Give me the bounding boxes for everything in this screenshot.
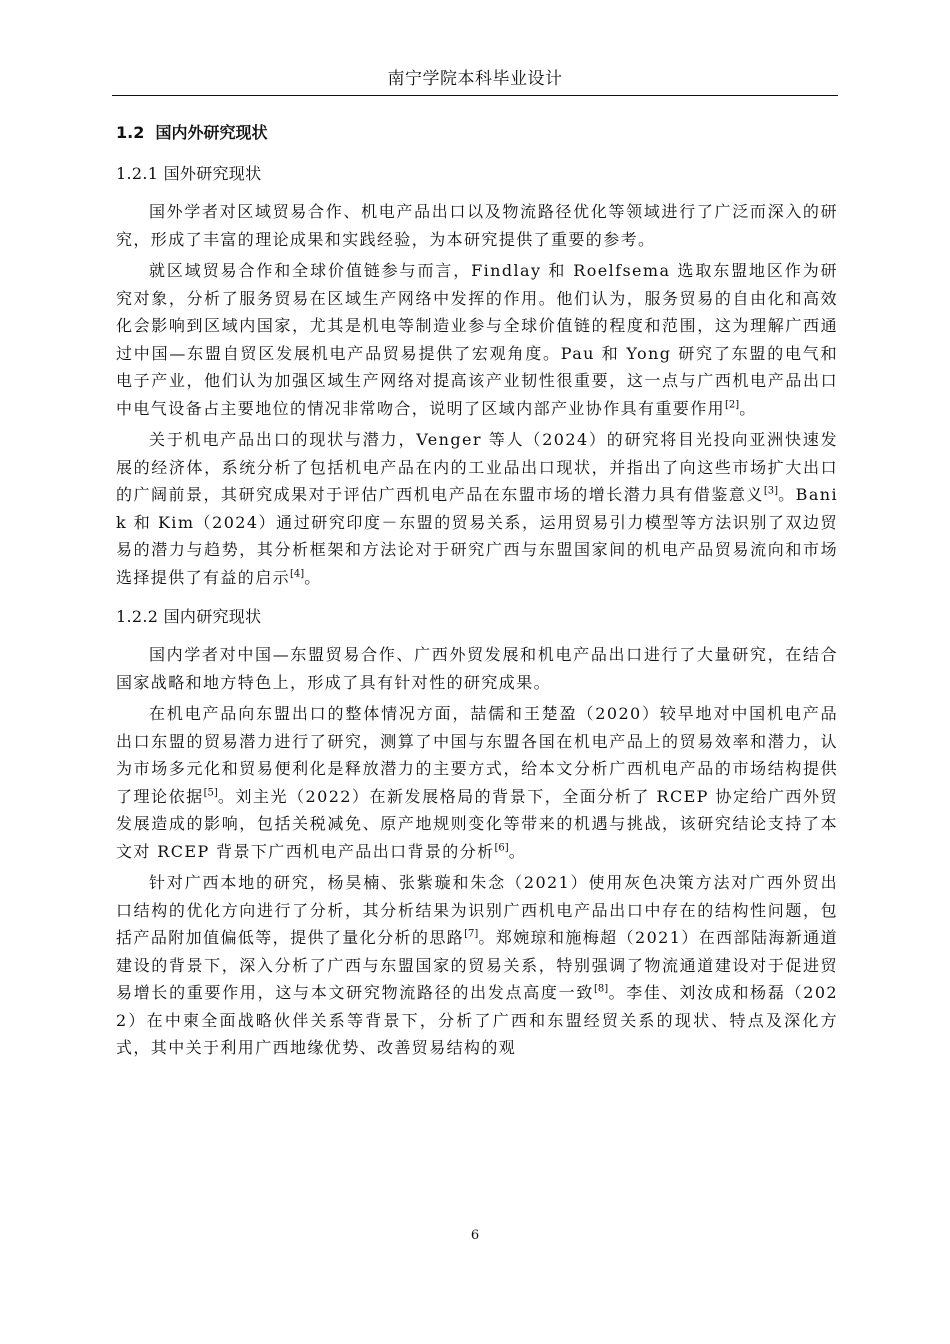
paragraph-text: 。郑婉琼和施梅超（2021）在西部陆海新通道建设的背景下，深入分析了广西与东盟国家的贸易关系，特别强调了物流通道建设对于促进贸易增长的重要作用，这与本文研究物流路径的出发点高度一致: [116, 928, 838, 1002]
subsection-title: 国内研究现状: [163, 607, 262, 626]
paragraph: [116, 700, 838, 865]
subsection-heading-domestic: [116, 591, 838, 641]
paragraph: [116, 198, 838, 253]
paragraph-text: 国外学者对区域贸易合作、机电产品出口以及物流路径优化等领域进行了广泛而深入的研究，形成了丰富的理论成果和实践经验，为本研究提供了重要的参考。: [116, 202, 838, 249]
paragraph: [116, 641, 838, 696]
section-heading: [116, 116, 838, 156]
paragraph: [116, 869, 838, 1062]
citation-ref[interactable]: [3]: [763, 485, 779, 497]
section-number: 1.2: [116, 123, 145, 142]
citation-ref[interactable]: [4]: [290, 568, 305, 580]
subsection-heading-foreign: [116, 156, 838, 198]
citation-ref[interactable]: [7]: [464, 928, 479, 940]
paragraph-text: 就区域贸易合作和全球价值链参与而言，Findlay 和 Roelfsema 选取东盟地区作为研究对象，分析了服务贸易在区域生产网络中发挥的作用。他们认为，服务贸易的自由化和高效化会影响到区域内国家，尤其是机电等制造业参与全球价值链的程度和范围，这为理解广西通过中国—东盟自贸区发展机电产品贸易提供了宏观角度。Pau 和 Yong 研究了东盟的电气和电子产业，他们认为加强区域生产网络对提高该产业韧性很重要，这一点与广西机电产品出口中电气设备占主要地位的情况非常吻合，说明了区域内部产业协作具有重要作用: [116, 261, 838, 418]
paragraph-text: 国内学者对中国—东盟贸易合作、广西外贸发展和机电产品出口进行了大量研究，在结合国家战略和地方特色上，形成了具有针对性的研究成果。: [116, 645, 838, 692]
paragraph-text: 。: [304, 567, 322, 587]
paragraph-text: 。: [739, 398, 757, 418]
citation-ref[interactable]: [6]: [494, 842, 509, 854]
citation-ref[interactable]: [5]: [203, 787, 218, 799]
paragraph-text: 。: [508, 841, 527, 861]
paragraph-text: 。Banik 和 Kim（2024）通过研究印度－东盟的贸易关系，运用贸易引力模型等方法识别了双边贸易的潜力与趋势，其分析框架和方法论对于研究广西与东盟国家间的机电产品贸易流向和市场选择提供了有益的启示: [116, 485, 839, 587]
section-title: 国内外研究现状: [155, 123, 268, 142]
paragraph-text: 。李佳、刘汝成和杨磊（2022）在中柬全面战略伙伴关系等背景下，分析了广西和东盟经贸关系的现状、特点及深化方式，其中关于利用广西地缘优势、改善贸易结构的观: [116, 983, 838, 1057]
subsection-title: 国外研究现状: [163, 164, 262, 183]
citation-ref[interactable]: [8]: [594, 983, 609, 995]
page-content: [116, 116, 838, 1062]
paragraph-text: 。刘主光（2022）在新发展格局的背景下，全面分析了 RCEP 协定给广西外贸发展造成的影响，包括关税减免、原产地规则变化等带来的机遇与挑战，该研究结论支持了本文对 RCEP 背景下广西机电产品出口背景的分析: [116, 786, 838, 861]
page-header-title: 南宁学院本科毕业设计: [387, 69, 563, 89]
citation-ref[interactable]: [2]: [725, 399, 740, 411]
subsection-number: 1.2.2: [116, 607, 159, 626]
paragraph-text: 关于机电产品出口的现状与潜力，Venger 等人（2024）的研究将目光投向亚洲快速发展的经济体，系统分析了包括机电产品在内的工业品出口现状，并指出了向这些市场扩大出口的广阔前景，其研究成果对于评估广西机电产品在东盟市场的增长潜力具有借鉴意义: [116, 430, 838, 504]
paragraph: [116, 257, 838, 422]
paragraph: [116, 426, 838, 591]
paragraph-text: 在机电产品向东盟出口的整体情况方面，喆儒和王楚盈（2020）较早地对中国机电产品出口东盟的贸易潜力进行了研究，测算了中国与东盟各国在机电产品上的贸易效率和潜力，认为市场多元化和贸易便利化是释放潜力的主要方式，给本文分析广西机电产品的市场结构提供了理论依据: [116, 704, 838, 806]
paragraph-text: 针对广西本地的研究，杨昊楠、张紫璇和朱念（2021）使用灰色决策方法对广西外贸出口结构的优化方向进行了分析，其分析结果为识别广西机电产品出口中存在的结构性问题，包括产品附加值偏低等，提供了量化分析的思路: [116, 873, 838, 947]
header-divider: [112, 95, 838, 96]
subsection-number: 1.2.1: [116, 164, 159, 183]
page-number: 6: [470, 1228, 480, 1243]
